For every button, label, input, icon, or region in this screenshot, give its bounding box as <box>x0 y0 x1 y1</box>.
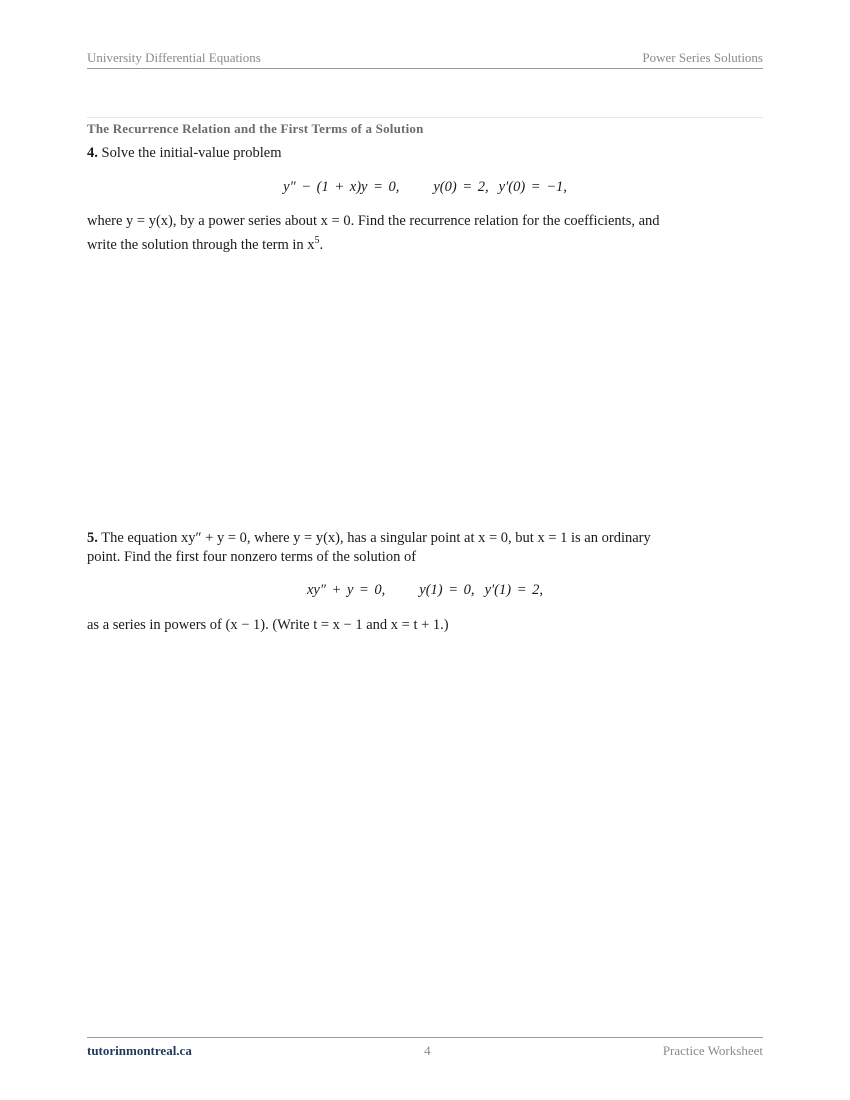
problem-4-text <box>87 212 763 255</box>
problem-5-number: 5. <box>87 530 98 546</box>
page-header <box>87 50 763 69</box>
section-title: The Recurrence Relation and the First Terms of a Solution <box>87 121 424 136</box>
problem-5-intro-line-2: point. Find the first four nonzero terms of the solution of <box>87 549 417 565</box>
problem-5-condition-1: y(1) = 0, <box>419 582 475 598</box>
problem-4-text-line-2-main: write the solution through the term in x <box>87 236 315 253</box>
problem-4-intro <box>87 144 763 163</box>
problem-4-text-line-2 <box>87 231 763 255</box>
header-course-title: University Differential Equations <box>87 50 261 65</box>
problem-4-text-line-1: where y = y(x), by a power series about x = 0. Find the recurrence relation for the coefficients, and <box>87 213 660 229</box>
problem-5-equation <box>87 582 763 599</box>
page-footer <box>87 1037 763 1059</box>
footer-page-number: 4 <box>424 1043 431 1058</box>
problem-5-text: as a series in powers of (x − 1). (Write t = x − 1 and x = t + 1.) <box>87 617 449 633</box>
problem-5-intro-line-1-text: The equation xy″ + y = 0, where y = y(x), has a singular point at x = 0, but x = 1 is an ordinary <box>101 530 651 546</box>
problem-4-text-line-2-end: . <box>319 236 324 253</box>
problem-4-condition-1: y(0) = 2, <box>433 179 489 195</box>
problem-4-ode: y″ − (1 + x)y = 0, <box>283 179 400 195</box>
problem-5-intro <box>87 529 763 567</box>
problem-4-intro-text: Solve the initial-value problem <box>101 145 282 161</box>
section-divider <box>87 117 763 118</box>
footer-site-link[interactable]: tutorinmontreal.ca <box>87 1043 192 1058</box>
problem-4-condition-2: y′(0) = −1, <box>498 179 567 195</box>
problem-4-exponent: 5 <box>314 235 320 246</box>
header-topic-title: Power Series Solutions <box>642 50 763 65</box>
footer-label: Practice Worksheet <box>662 1043 763 1058</box>
problem-5-ode: xy″ + y = 0, <box>307 582 386 598</box>
problem-4-number: 4. <box>87 145 98 161</box>
problem-5-intro-line-1 <box>87 529 763 548</box>
problem-4-equation <box>87 179 763 196</box>
problem-5-condition-2: y′(1) = 2, <box>484 582 543 598</box>
